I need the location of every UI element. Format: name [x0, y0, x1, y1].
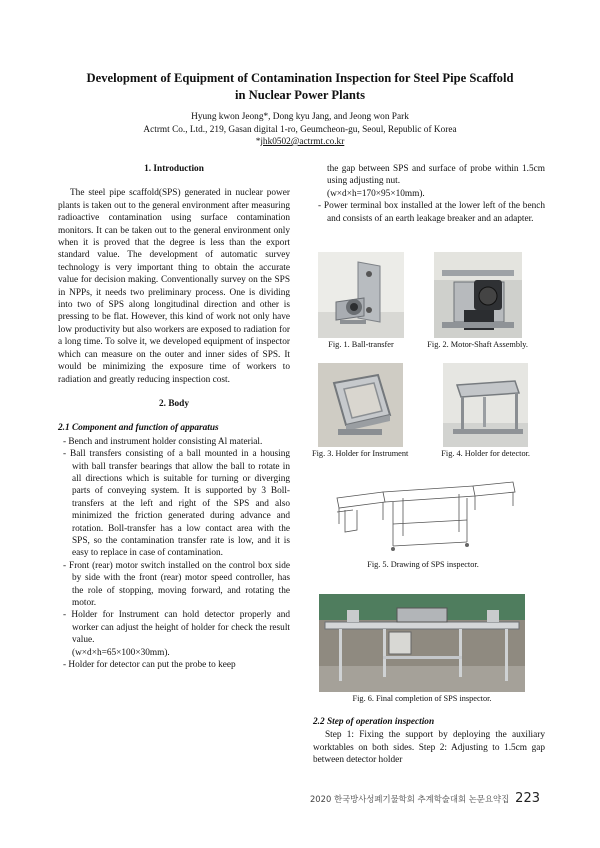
intro-heading: 1. Introduction: [144, 164, 204, 174]
fig3-caption: Fig. 3. Holder for Instrument: [312, 449, 409, 458]
page-footer: [310, 791, 540, 806]
title-line-2: in Nuclear Power Plants: [234, 88, 365, 102]
fig6-caption: Fig. 6. Final completion of SPS inspector.: [352, 694, 492, 703]
right-column: [313, 163, 545, 225]
bullet-power-terminal: - Power terminal box installed at the lower left of the bench and consists of an earth leakage breaker and an adapter.: [318, 201, 545, 224]
email-asterisk: *: [255, 137, 261, 147]
title-line-1: Development of Equipment of Contamination Inspection for Steel Pipe Scaffold: [86, 71, 514, 85]
ball-transfer-photo: [318, 252, 404, 338]
detector-holder-dims: (w×d×h=170×95×10mm).: [327, 188, 425, 199]
fig1-caption: Fig. 1. Ball-transfer: [328, 340, 394, 349]
sps-inspector-drawing: [323, 480, 523, 558]
bullet-motor-switch: - Front (rear) motor switch installed on the control box side by side with the front (rear) motor speed controller, has the role of stopping, moving forward, and rotating the motor.: [63, 560, 290, 608]
motor-shaft-photo: [434, 252, 522, 338]
detector-holder-photo: [443, 363, 528, 447]
sps-inspector-photo: [319, 594, 525, 692]
intro-paragraph: The steel pipe scaffold(SPS) generated in nuclear power plants is taken out to the general environment after measuring radioactive contamination using surface contamination monitors. It can be taken out to the general environment only when it is proved that the degree is less than the export standard value. The development of automatic survey technology is very important thing to obtain the accurate value for decision making. Conventionally survey on the SPS in NPPs, it needs two preliminary process. One is dividing into two of SPS along longitudinal direction and other is pressing to be flat. However, this kind of work not only have low productivity but also workers are exposed to radiation for a long time. To solve it, we developed equipment of inspector which can measure on the outer and inner sides of SPS. It would be minimizing the exposure time of workers to radiation and greatly reducing inspection cost.: [58, 188, 290, 385]
author-email-line: [60, 136, 540, 149]
footer-proceedings-title: 2020 한국방사성폐기물학회 추계학술대회 논문요약집: [309, 794, 510, 804]
figure-3: [312, 363, 408, 458]
figure-5: [318, 480, 528, 569]
subsection-2-1-heading: 2.1 Component and function of apparatus: [58, 423, 219, 434]
fig4-caption: Fig. 4. Holder for detector.: [441, 449, 530, 458]
page-number: 223: [515, 791, 540, 806]
left-column: [58, 163, 290, 671]
fig2-caption: Fig. 2. Motor-Shaft Assembly.: [427, 340, 528, 349]
bullet-bench: - Bench and instrument holder consisting Al material.: [63, 436, 263, 447]
author-block: [60, 111, 540, 149]
step-paragraph: Step 1: Fixing the support by deploying the auxiliary worktables on both sides. Step 2: Adjusting to 1.5cm gap between detector holder: [313, 730, 545, 766]
author-names: Hyung kwon Jeong*, Dong kyu Jang, and Jeong won Park: [191, 112, 409, 122]
bullet-instrument-holder: - Holder for Instrument can hold detector properly and worker can adjust the height of holder for check the result value.: [63, 610, 290, 646]
author-affiliation: Actrmt Co., Ltd., 219, Gasan digital 1-ro, Geumcheon-gu, Seoul, Republic of Korea: [143, 124, 457, 135]
figure-2: [427, 252, 528, 349]
author-email-link[interactable]: jhk0502@actrmt.co.kr: [260, 137, 345, 147]
figure-6: [314, 594, 530, 703]
bullet-ball-transfers: - Ball transfers consisting of a ball mounted in a housing with ball transfer bearings that allow the ball to rotate in all directions which is suitable for turning or diverging parts of conveying system. It is supported by 3 Boll-transfers at the left and right of the SPS and also minimized the friction generated during advance and rotation. Boll-transfer has a low contact area with the SPS, so the contamination transfer rate is low, and it is easy to replace in case of contamination.: [63, 449, 290, 559]
bullet-detector-holder: - Holder for detector can put the probe to keep: [63, 660, 236, 671]
bullet-instrument-holder-dims: (w×d×h=65×100×30mm).: [72, 647, 170, 658]
figure-row-2: [312, 363, 530, 458]
figure-row-1: [318, 252, 528, 349]
subsection-2-2: [313, 716, 545, 767]
detector-holder-continuation: the gap between SPS and surface of probe within 1.5cm using adjusting nut.: [327, 164, 545, 187]
body-heading: 2. Body: [159, 398, 189, 409]
subsection-2-2-heading: 2.2 Step of operation inspection: [313, 717, 435, 727]
instrument-holder-photo: [318, 363, 403, 447]
fig5-caption: Fig. 5. Drawing of SPS inspector.: [367, 560, 479, 569]
paper-title: [60, 70, 540, 104]
figure-1: [318, 252, 404, 349]
figure-4: [441, 363, 530, 458]
